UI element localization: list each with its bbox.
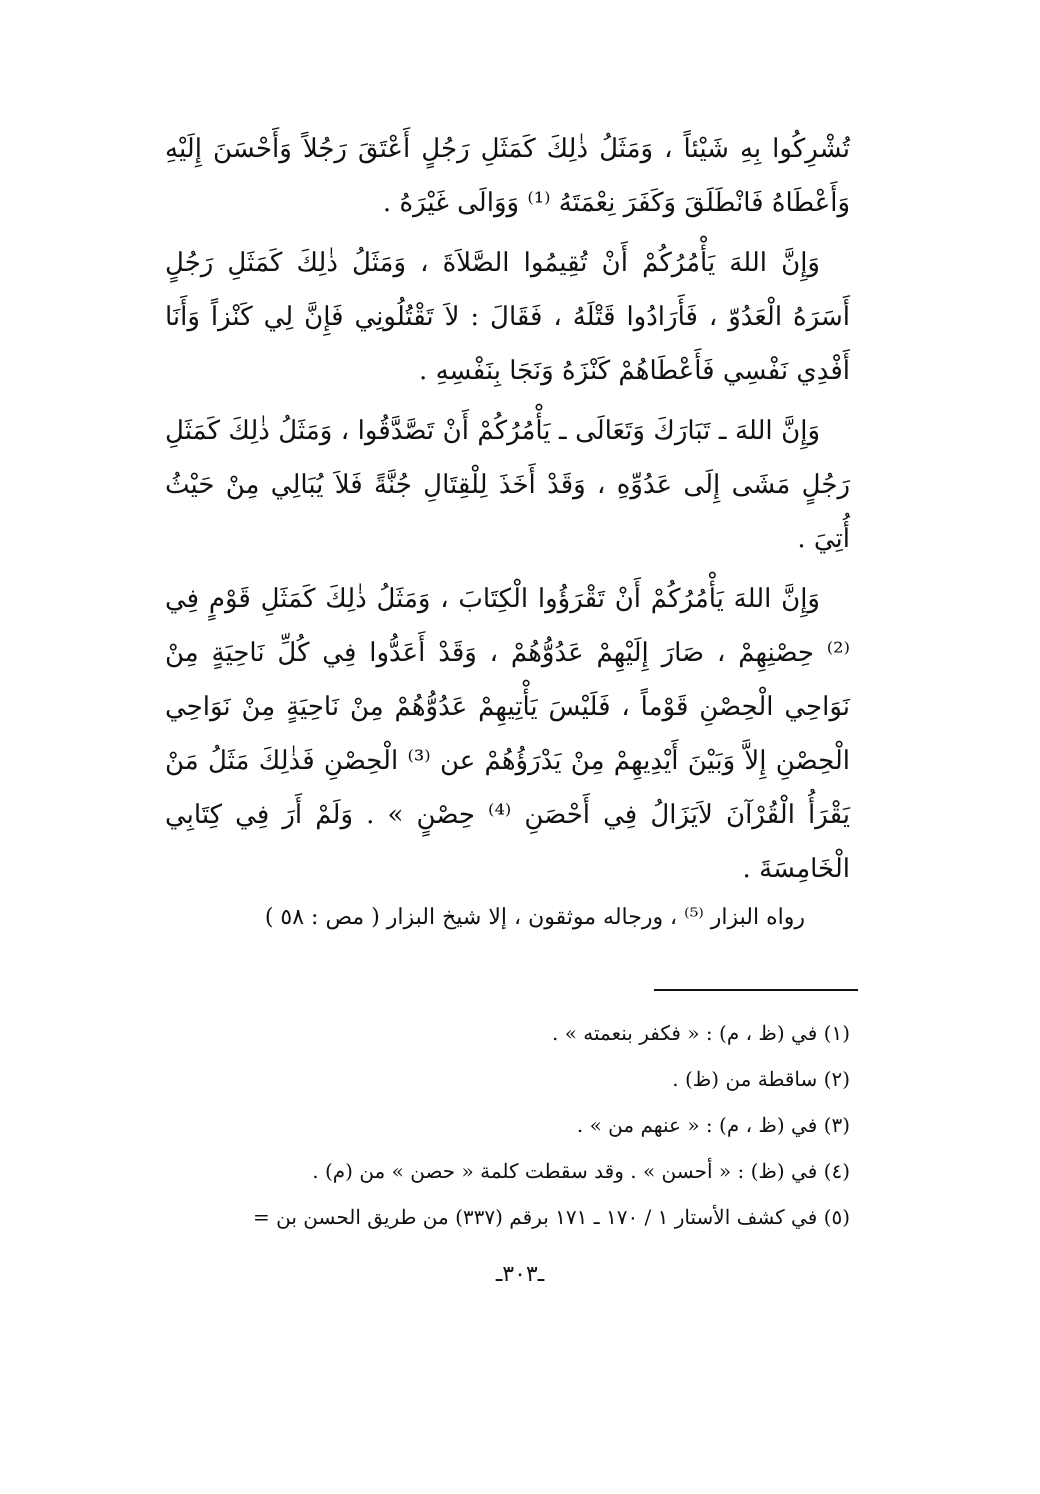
hadith-source-line: رواه البزار ⁽⁵⁾ ، ورجاله موثقون ، إلا شيخ البزار ( مص : ٥٨ ) [264,905,805,930]
footnote-4: (٤) في (ظ) : « أحسن » . وقد سقطت كلمة « حصن » من (م) . [312,1159,850,1183]
paragraph-4: وَإِنَّ اللهَ يَأْمُرُكُمْ أَنْ تَقْرَؤُوا الْكِتَابَ ، وَمَثَلُ ذٰلِكَ كَمَثَلِ قَوْمٍ فِي ⁽²⁾ حِصْنِهِمْ ، صَارَ إِلَيْهِمْ عَدُوُّهُمْ ، وَقَدْ أَعَدُّوا فِي كُلِّ نَاحِيَةٍ مِنْ نَوَاحِي الْحِصْنِ قَوْماً ، فَلَيْسَ يَأْتِيهِمْ عَدُوُّهُمْ مِنْ نَاحِيَةٍ مِنْ نَوَاحِي الْحِصْنِ إِلاَّ وَبَيْنَ أَيْدِيهِمْ مِنْ يَدْرَؤُهُمْ عن ⁽³⁾ الْحِصْنِ فَذٰلِكَ مَثَلُ مَنْ يَقْرَأُ الْقُرْآنَ لاَيَزَالُ فِي أَحْصَنِ ⁽⁴⁾ حِصْنٍ » . وَلَمْ أَرَ فِي كِتَابِي الْخَامِسَةَ . [165,584,850,884]
footnote-2: (٢) ساقطة من (ظ) . [672,1067,850,1091]
paragraph-2: وَإِنَّ اللهَ يَأْمُرُكُمْ أَنْ تُقِيمُوا الصَّلاَةَ ، وَمَثَلُ ذٰلِكَ كَمَثَلِ رَجُلٍ أَسَرَهُ الْعَدُوّ ، فَأَرَادُوا قَتْلَهُ ، فَقَالَ : لاَ تَقْتُلُونِي فَإِنَّ لِي كَنْزاً وَأَنَا أَفْدِي نَفْسِي فَأَعْطَاهُمْ كَنْزَهُ وَنَجَا بِنَفْسِهِ . [165,248,850,386]
page-number: ـ٣٠٣ـ [495,1262,545,1287]
footnote-1: (١) في (ظ ، م) : « فكفر بنعمته » . [551,1021,850,1045]
footnote-5: (٥) في كشف الأستار ١ / ١٧٠ ـ ١٧١ برقم (٣٣٧) من طريق الحسن بن = [253,1205,850,1229]
paragraph-1: تُشْرِكُوا بِهِ شَيْئاً ، وَمَثَلُ ذٰلِكَ كَمَثَلِ رَجُلٍ أَعْتَقَ رَجُلاً وَأَحْسَنَ إِلَيْهِ وَأَعْطَاهُ فَانْطَلَقَ وَكَفَرَ نِعْمَتَهُ ⁽¹⁾ وَوَالَى غَيْرَهُ . [165,134,850,218]
main-text [165,122,850,902]
footnote-separator [654,989,858,991]
paragraph-3: وَإِنَّ اللهَ ـ تَبَارَكَ وَتَعَالَى ـ يَأْمُرُكُمْ أَنْ تَصَّدَّقُوا ، وَمَثَلُ ذٰلِكَ كَمَثَلِ رَجُلٍ مَشَى إِلَى عَدُوِّهِ ، وَقَدْ أَخَذَ لِلْقِتَالِ جُنَّةً فَلاَ يُبَالِي مِنْ حَيْثُ أُتِيَ . [165,416,850,554]
footnotes [165,1010,850,1240]
footnote-3: (٣) في (ظ ، م) : « عنهم من » . [576,1113,850,1137]
